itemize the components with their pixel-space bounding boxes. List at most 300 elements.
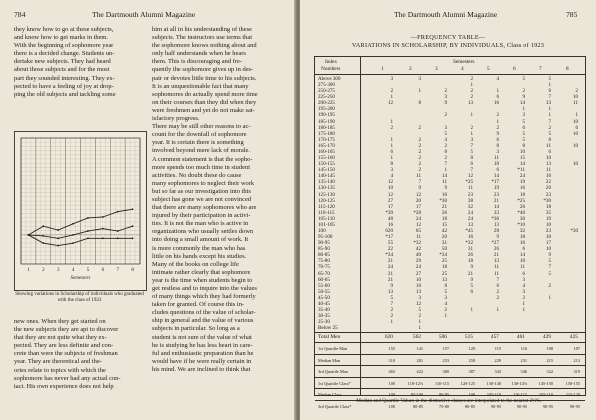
stat-cell: 130-14⅛ xyxy=(511,380,527,386)
header-semester-1: 1 xyxy=(381,66,384,72)
frequency-cell: 10 xyxy=(572,94,578,101)
frequency-cell: 1 xyxy=(418,325,421,332)
col2-line: him at all in his understanding of these xyxy=(152,26,252,33)
frequency-cell: 11 xyxy=(494,155,499,162)
frequency-cell: 9 xyxy=(470,264,473,271)
total-cell: 620 xyxy=(384,334,393,341)
stat-cell: 215 xyxy=(546,357,553,363)
col2-line: It is an unquestionable fact that many xyxy=(152,82,249,90)
index-label: 115-120 xyxy=(318,203,335,210)
col2-line: sophomores do actually spend more time xyxy=(152,90,258,98)
frequency-cell: 1 xyxy=(522,300,525,307)
col2-line: intimate rather clearly that sophomore xyxy=(152,268,251,276)
frequency-cell: 3 xyxy=(444,294,447,301)
col2-line: ties. It is not the man who is active in xyxy=(152,220,249,228)
table-footnote: Median and Quartile Values in the distinctive classes are interpolated to the nearest 2½%. xyxy=(356,398,542,404)
left-page-number: 784 xyxy=(14,10,26,19)
index-label: 165-170 xyxy=(318,142,335,149)
index-label: 50-55 xyxy=(318,288,330,295)
frequency-cell: 5 xyxy=(548,258,551,265)
col2-line: year. It is certain there is something xyxy=(152,139,244,147)
stat-cell: 229 xyxy=(494,357,501,363)
stat-cell: 116 xyxy=(520,346,527,352)
index-label: 25-30 xyxy=(318,319,330,326)
index-label: 135-140 xyxy=(318,179,335,186)
frequency-cell: 12 xyxy=(387,100,393,107)
index-label: 140-145 xyxy=(318,173,335,180)
frequency-cell: 17 xyxy=(387,203,393,210)
frequency-cell: 2 xyxy=(444,88,447,95)
frequency-cell: 8 xyxy=(548,136,551,143)
frequency-cell: 11 xyxy=(520,264,525,271)
right-page-number: 785 xyxy=(566,10,578,19)
frequency-cell: 1 xyxy=(575,112,578,119)
frequency-cell: 7 xyxy=(470,167,473,174)
stat-cell: 145-150 xyxy=(538,380,553,386)
frequency-cell: 10 xyxy=(545,221,551,228)
col2-line: subjects in particular. So long as a xyxy=(152,325,240,333)
index-label: 120-125 xyxy=(318,197,335,204)
frequency-cell: *10 xyxy=(517,221,525,228)
frequency-cell: 5 xyxy=(522,76,525,82)
frequency-cell: 24 xyxy=(467,215,473,222)
frequency-cell: *25 xyxy=(465,179,473,186)
table-title: —FREQUENCY TABLE— xyxy=(410,34,486,41)
frequency-cell: 42 xyxy=(441,228,447,234)
frequency-cell: 18 xyxy=(441,215,447,222)
frequency-cell: 21 xyxy=(387,270,393,277)
frequency-cell: 10 xyxy=(387,185,393,192)
frequency-cell: 9 xyxy=(444,185,447,192)
stat-cell: 80-85 xyxy=(464,403,475,409)
stat-cell: 120-125 xyxy=(460,380,475,386)
frequency-cell: 8 xyxy=(522,142,525,149)
stat-cell: 310 xyxy=(388,357,395,363)
index-label: 145-150 xyxy=(318,167,335,174)
stat-cell: 110-115 xyxy=(434,380,449,386)
frequency-cell: 17 xyxy=(545,240,551,247)
stat-cell: 100 xyxy=(388,403,395,409)
index-label: 55-60 xyxy=(318,282,330,289)
frequency-cell: 15 xyxy=(441,221,447,228)
frequency-cell: 12 xyxy=(467,173,473,180)
frequency-cell: 1 xyxy=(522,106,525,113)
frequency-cell: 10 xyxy=(545,246,551,253)
stat-cell: 75-80 xyxy=(438,403,449,409)
stat-label: 3rd Quartile Class* xyxy=(318,403,352,409)
col2-line: but so far as our investigation into this xyxy=(152,187,251,195)
stat-cell: 253 xyxy=(442,357,449,363)
frequency-cell: 29 xyxy=(415,258,421,265)
frequency-cell: 2 xyxy=(418,161,421,168)
frequency-cell: 9 xyxy=(548,252,551,259)
frequency-cell: 23 xyxy=(545,228,551,234)
col1-top-line: ping the old subjects and tackling some xyxy=(14,90,116,98)
stat-cell: 343 xyxy=(494,369,501,375)
index-label: 190-195 xyxy=(318,112,335,119)
frequency-cell: 1 xyxy=(496,88,499,95)
col2-line: his mind. We are inclined to think that xyxy=(152,365,251,373)
frequency-cell: 22 xyxy=(387,246,393,253)
col2-line: he is studying he has less heart in care- xyxy=(152,341,253,349)
frequency-cell: *32 xyxy=(413,240,421,247)
series-2-point xyxy=(57,237,59,239)
stat-cell: 105-110 xyxy=(538,392,553,398)
col2-line: A common statement is that the sopho- xyxy=(152,155,253,163)
frequency-cell: 1 xyxy=(390,94,393,101)
frequency-cell: 25 xyxy=(441,258,447,265)
frequency-cell: 5 xyxy=(548,270,551,277)
col1-bottom-line: the new subjects they are apt to discover xyxy=(14,326,119,334)
frequency-cell: *17 xyxy=(491,179,499,186)
frequency-cell: 65 xyxy=(415,228,421,234)
x-tick-label: 7 xyxy=(116,268,119,273)
frequency-cell: 4 xyxy=(522,282,525,289)
frequency-cell: 28 xyxy=(493,228,499,234)
index-label: 155-160 xyxy=(318,155,335,162)
series-3-point xyxy=(42,242,44,244)
frequency-cell: 13 xyxy=(493,258,499,265)
stat-cell: 322 xyxy=(546,369,553,375)
index-label: 45-50 xyxy=(318,294,330,301)
frequency-cell: 2 xyxy=(496,288,499,295)
col1-top-line: there is a decided change. Students un- xyxy=(14,50,115,58)
frequency-cell: 2 xyxy=(390,88,393,95)
left-column-bottom-text xyxy=(14,318,145,391)
stat-cell: 141 xyxy=(416,346,423,352)
frequency-cell: 5 xyxy=(444,130,447,137)
frequency-cell: 11 xyxy=(416,173,421,180)
index-label: 200-225 xyxy=(318,100,335,107)
frequency-cell: 13 xyxy=(493,221,499,228)
frequency-cell: 2 xyxy=(496,112,499,119)
stat-cell: 90-95 xyxy=(490,403,501,409)
col2-line: were freshmen and yet do not make sat- xyxy=(152,106,255,114)
index-label: 175-180 xyxy=(318,130,335,137)
scholarship-line-chart xyxy=(15,132,146,290)
frequency-cell: 13 xyxy=(441,276,447,283)
col2-line: year is the time when students begin to xyxy=(152,276,253,284)
frequency-cell: 10 xyxy=(493,161,499,168)
frequency-cell: 27 xyxy=(387,197,393,204)
frequency-cell: 3 xyxy=(418,294,421,301)
left-column-top-text xyxy=(14,26,145,99)
stat-cell: 105-110 xyxy=(486,392,501,398)
col2-line: taken for granted. Of course this in- xyxy=(152,301,245,309)
frequency-cell: 2 xyxy=(444,112,447,119)
frequency-cell: 32 xyxy=(519,228,525,234)
frequency-cell: 7 xyxy=(418,179,421,186)
frequency-cell: 48 xyxy=(387,215,393,222)
frequency-cell: 1 xyxy=(390,118,393,125)
frequency-cell: 14 xyxy=(493,203,499,210)
frequency-cell: 2 xyxy=(548,124,551,131)
frequency-cell: 3 xyxy=(470,136,473,143)
frequency-cell: 26 xyxy=(467,252,473,259)
stat-cell: 231 xyxy=(520,357,527,363)
frequency-cell: 18 xyxy=(519,191,525,198)
frequency-cell: 16 xyxy=(441,191,447,198)
frequency-cell: 10 xyxy=(415,282,421,289)
frequency-cell: 3 xyxy=(522,288,525,295)
table-subtitle: VARIATIONS IN SCHOLARSHIP, BY INDIVIDUALS, Class of 1923 xyxy=(351,42,545,49)
frequency-cell: 5 xyxy=(470,148,473,155)
frequency-cell: 5 xyxy=(390,294,393,301)
col2-line: get restless and to inquire into the values xyxy=(152,285,257,292)
col2-line: cludes questions of the value of scholar- xyxy=(152,309,256,317)
frequency-cell: 30 xyxy=(519,215,525,222)
frequency-cell: 4 xyxy=(444,136,447,143)
frequency-cell: 3 xyxy=(444,94,447,101)
col2-line: little on his hands except his studies. xyxy=(152,252,247,260)
col1-top-line: dertake new subjects. They had heard xyxy=(14,58,111,66)
frequency-cell: 1 xyxy=(470,112,473,119)
frequency-cell: 3 xyxy=(444,124,447,131)
total-cell: 457 xyxy=(490,334,499,341)
frequency-cell: 33 xyxy=(493,209,499,216)
col2-line: involved beyond mere lack of morale. xyxy=(152,147,250,155)
frequency-cell: 5 xyxy=(522,136,525,143)
frequency-cell: 19 xyxy=(545,215,551,222)
table-row xyxy=(315,325,585,331)
frequency-cell: 8 xyxy=(444,148,447,155)
frequency-cell: 50 xyxy=(441,246,447,253)
index-label: 170-175 xyxy=(318,136,335,143)
left-column-two-text xyxy=(152,26,284,374)
frequency-cell: 13 xyxy=(387,288,393,295)
total-label: Total Men xyxy=(318,334,341,341)
frequency-cell: 6 xyxy=(522,124,525,131)
frequency-cell: 2 xyxy=(470,124,473,131)
frequency-cell: 2 xyxy=(444,307,447,314)
frequency-cell: 9 xyxy=(444,100,447,107)
frequency-cell: 8 xyxy=(390,161,393,168)
x-tick-label: 5 xyxy=(86,268,90,273)
col2-line: ful and enthusiastic preparation than he xyxy=(152,349,254,357)
frequency-cell: 24 xyxy=(519,173,525,180)
frequency-cell: 23 xyxy=(493,191,499,198)
col2-line: them. This is discouraging and fre- xyxy=(152,58,242,66)
frequency-cell: 5 xyxy=(522,130,525,137)
stat-cell: 90-95 xyxy=(542,403,553,409)
frequency-cell: 2 xyxy=(418,155,421,162)
frequency-cell: 1 xyxy=(548,112,551,119)
stat-cell: 155 xyxy=(388,346,395,352)
stat-cell: 100 xyxy=(468,392,475,398)
frequency-cell: 1 xyxy=(390,142,393,149)
stat-cell: 258 xyxy=(468,357,475,363)
index-label: 105-110 xyxy=(318,215,335,222)
header-semester-6: 6 xyxy=(513,66,516,72)
frequency-cell: 10 xyxy=(545,155,551,162)
stat-label: 1st Quartile Man xyxy=(318,346,348,352)
series-3-point xyxy=(28,234,30,236)
frequency-cell: 3 xyxy=(418,76,421,82)
index-label: 80-85 xyxy=(318,252,330,259)
frequency-cell: 5 xyxy=(522,118,525,125)
frequency-cell: 12 xyxy=(415,300,421,307)
index-label: 250-275 xyxy=(318,88,335,95)
frequency-cell: 23 xyxy=(467,191,473,198)
col1-top-line: and know how to get marks in them. xyxy=(14,34,109,42)
frequency-cell: *40 xyxy=(517,209,525,216)
frequency-cell: 2 xyxy=(444,155,447,162)
frequency-cell: 3 xyxy=(390,76,393,82)
frequency-cell: 26 xyxy=(519,203,525,210)
frequency-cell: 11 xyxy=(416,234,421,241)
stat-label: Median Class xyxy=(318,392,342,398)
frequency-cell: 11 xyxy=(468,185,473,192)
frequency-cell: 3 xyxy=(496,148,499,155)
frequency-cell: 14 xyxy=(519,161,525,168)
frequency-cell: *36 xyxy=(491,215,499,222)
stat-cell: 115-120 xyxy=(565,392,580,398)
frequency-cell: 1 xyxy=(470,82,473,89)
frequency-cell: 2 xyxy=(496,124,499,131)
series-2-point xyxy=(132,225,134,227)
frequency-cell: 25 xyxy=(441,270,447,277)
series-2-point xyxy=(102,228,104,230)
frequency-cell: *30 xyxy=(543,197,551,204)
frequency-cell: *25 xyxy=(517,197,525,204)
frequency-cell: 6 xyxy=(470,288,473,295)
frequency-cell: 10 xyxy=(415,276,421,283)
series-1-point xyxy=(102,216,104,218)
col2-line: injured by their participation in activi- xyxy=(152,212,251,220)
total-cell: 429 xyxy=(542,334,551,341)
frequency-cell: 10 xyxy=(572,142,578,149)
frequency-cell: *30 xyxy=(570,228,578,234)
index-label: 110-115 xyxy=(318,209,335,216)
frequency-cell: 3 xyxy=(522,112,525,119)
frequency-cell: 7 xyxy=(496,276,499,283)
x-tick-label: 6 xyxy=(101,268,105,273)
frequency-cell: 16 xyxy=(493,100,499,107)
stat-cell: 108 xyxy=(546,346,553,352)
frequency-cell: 11 xyxy=(546,167,551,174)
col2-line: count for the downfall of sophomore xyxy=(152,131,247,139)
frequency-cell: 5 xyxy=(470,282,473,289)
stat-cell: 422 xyxy=(416,369,423,375)
left-magazine-title: The Dartmouth Alumni Magazine xyxy=(92,10,196,19)
frequency-cell: 6 xyxy=(575,124,578,131)
x-tick-label: 1 xyxy=(27,268,30,273)
header-semester-4: 4 xyxy=(461,66,464,72)
frequency-cell: 13 xyxy=(545,161,551,168)
frequency-cell: 13 xyxy=(467,100,473,107)
index-label: 125-130 xyxy=(318,191,335,198)
frequency-cell: 1 xyxy=(390,136,393,143)
frequency-cell: 1 xyxy=(496,307,499,314)
frequency-cell: 31 xyxy=(441,240,447,247)
total-cell: 461 xyxy=(516,334,525,341)
frequency-cell: 5 xyxy=(444,288,447,295)
frequency-cell: 13 xyxy=(545,100,551,107)
x-tick-label: 2 xyxy=(42,268,45,273)
frequency-cell: 9 xyxy=(418,185,421,192)
stat-cell: 281 xyxy=(416,357,423,363)
frequency-cell: 8 xyxy=(470,155,473,162)
series-3-point xyxy=(72,242,74,244)
frequency-cell: 2 xyxy=(418,124,421,131)
series-2-point xyxy=(42,235,44,237)
frequency-cell: 6 xyxy=(496,167,499,174)
frequency-cell: 2 xyxy=(418,313,421,320)
frequency-cell: 9 xyxy=(496,130,499,137)
frequency-cell: *17 xyxy=(385,234,393,241)
frequency-cell: 18 xyxy=(519,234,525,241)
series-1-point xyxy=(57,229,59,231)
header-semester-3: 3 xyxy=(435,66,438,72)
col2-line: would have if he were really certain in xyxy=(152,357,252,365)
frequency-cell: 6 xyxy=(390,148,393,155)
index-label: Above 300 xyxy=(318,76,341,82)
col1-top-line: pected to have a feeling of joy at drop- xyxy=(14,82,114,90)
frequency-cell: 1 xyxy=(444,167,447,174)
index-label: 185-190 xyxy=(318,118,335,125)
frequency-cell: 9 xyxy=(390,282,393,289)
stat-cell: 157 xyxy=(442,346,449,352)
col2-line: only half understands when he hears xyxy=(152,50,246,58)
stat-cell: 110-115 xyxy=(512,392,527,398)
frequency-cell: 4 xyxy=(444,300,447,307)
frequency-cell: 17 xyxy=(415,203,421,210)
frequency-cell: 21 xyxy=(387,258,393,265)
stat-cell: 95-100 xyxy=(410,392,423,398)
stat-cell: 90-95 xyxy=(516,403,527,409)
index-label: 180-185 xyxy=(318,124,335,131)
frequency-cell: 6 xyxy=(496,94,499,101)
stat-cell: 150-155 xyxy=(565,380,580,386)
series-1-point xyxy=(87,217,89,219)
frequency-cell: 2 xyxy=(444,142,447,149)
series-2-point xyxy=(72,234,74,236)
total-cell: 506 xyxy=(438,334,447,341)
stat-cell: 100 xyxy=(388,380,395,386)
stat-cell: 107 xyxy=(573,346,580,352)
col2-line: that there are many sophomores who are xyxy=(152,204,257,212)
frequency-cell: 5 xyxy=(418,307,421,314)
frequency-cell: 5 xyxy=(548,76,551,82)
frequency-cell: 4 xyxy=(496,76,499,82)
frequency-cell: 20 xyxy=(415,197,421,204)
x-tick-label: 4 xyxy=(71,268,75,273)
index-label: 35-40 xyxy=(318,307,330,314)
frequency-cell: 40 xyxy=(415,252,421,259)
stat-cell: 80-85 xyxy=(412,403,423,409)
frequency-cell: 2 xyxy=(470,76,473,82)
frequency-cell: 15 xyxy=(519,155,525,162)
scholarship-figure xyxy=(14,131,147,291)
index-label: 70-75 xyxy=(318,264,330,271)
frequency-cell: 31 xyxy=(467,246,473,253)
frequency-cell: 32 xyxy=(467,203,473,210)
frequency-cell: 10 xyxy=(572,130,578,137)
index-label: 85-90 xyxy=(318,246,330,253)
frequency-cell: 8 xyxy=(496,142,499,149)
frequency-cell: 10 xyxy=(572,118,578,125)
frequency-cell: 1 xyxy=(390,155,393,162)
frequency-cell: 42 xyxy=(415,246,421,253)
index-label: 100 xyxy=(318,228,326,234)
col2-line: many sophomores to neglect their work xyxy=(152,179,255,187)
frequency-cell: 21 xyxy=(387,276,393,283)
frequency-cell: 11 xyxy=(442,179,447,186)
frequency-cell: 6 xyxy=(522,246,525,253)
frequency-cell: 2 xyxy=(418,136,421,143)
frequency-cell: 3 xyxy=(522,276,525,283)
series-3-point xyxy=(102,237,104,239)
